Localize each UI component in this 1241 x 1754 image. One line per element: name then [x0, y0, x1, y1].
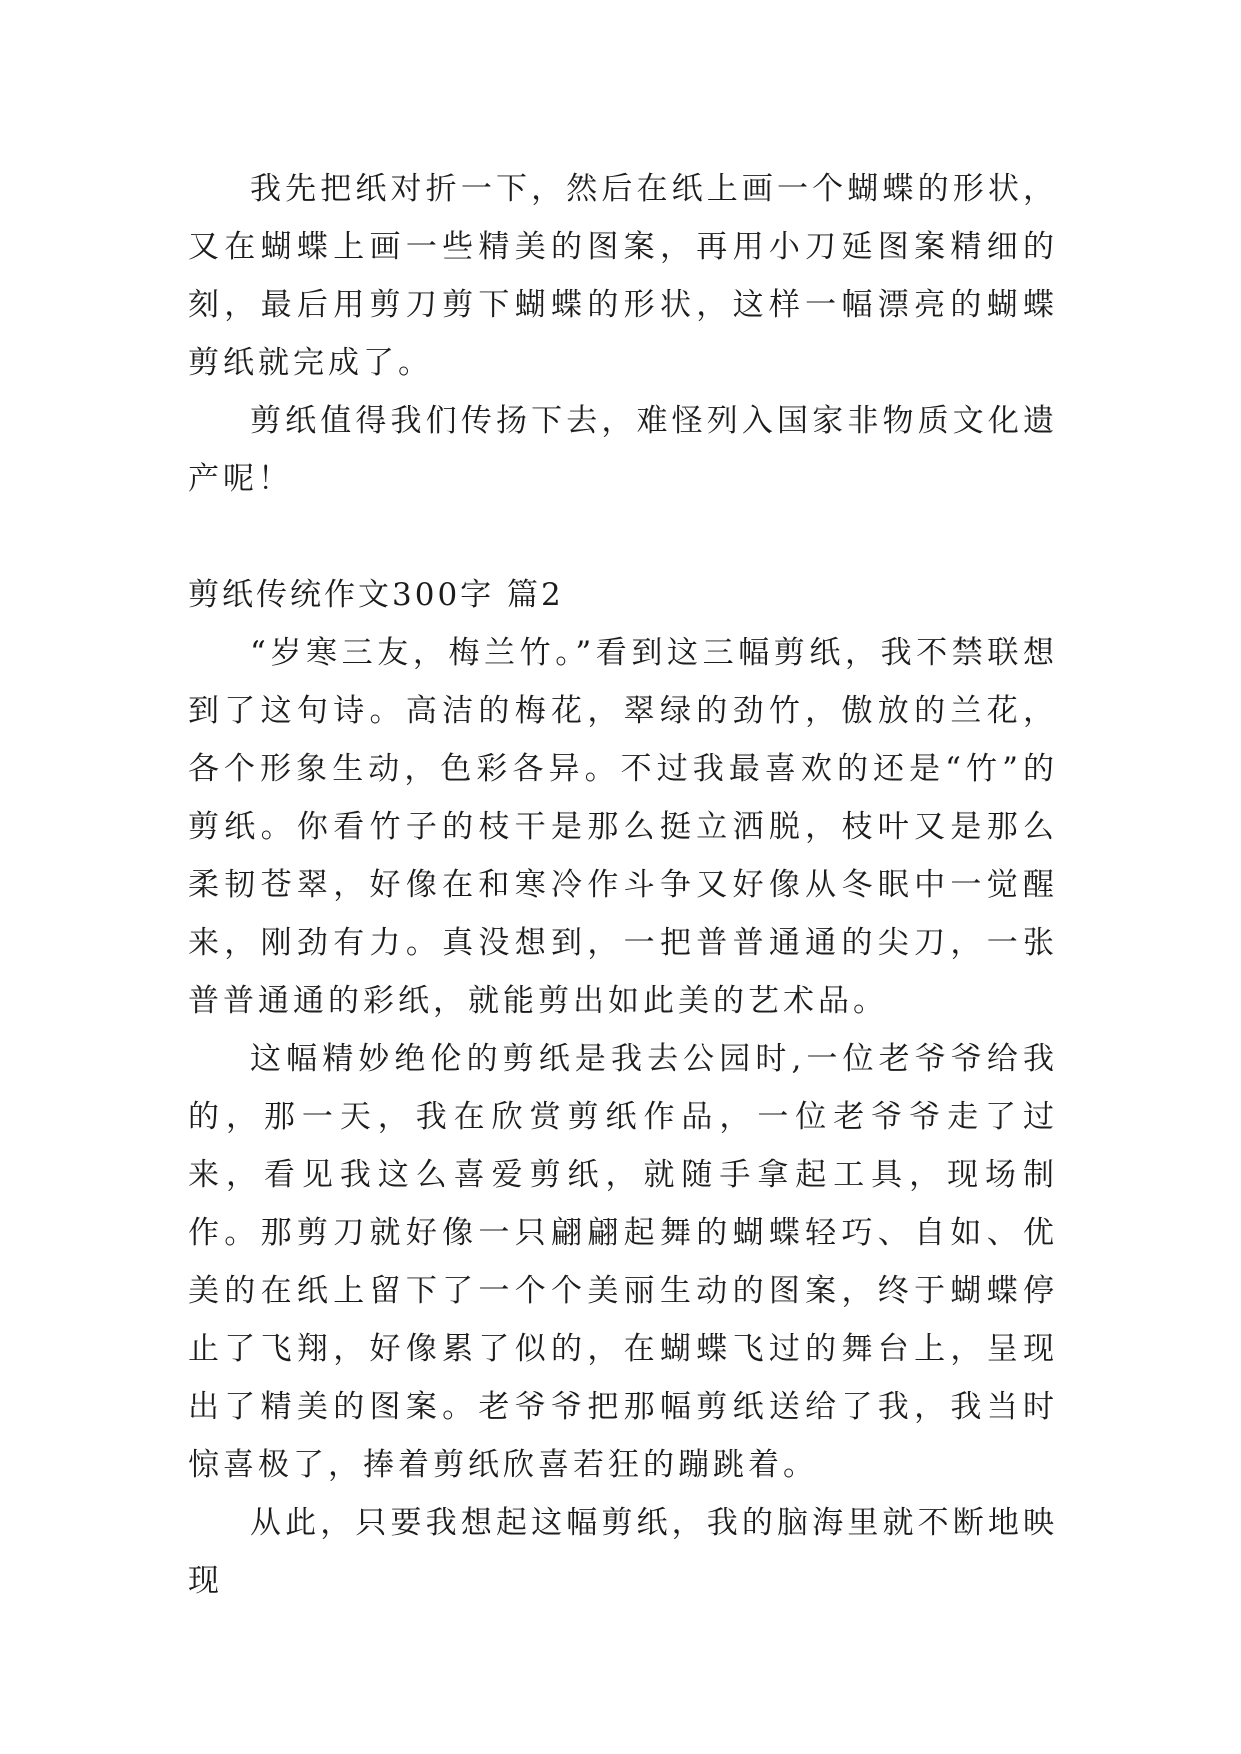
paragraph-butterfly-steps: 我先把纸对折一下，然后在纸上画一个蝴蝶的形状，又在蝴蝶上画一些精美的图案，再用小刀延图案精细的刻，最后用剪刀剪下蝴蝶的形状，这样一幅漂亮的蝴蝶剪纸就完成了。 — [188, 171, 1058, 381]
paragraph-park-grandpa: 这幅精妙绝伦的剪纸是我去公园时,一位老爷爷给我的，那一天，我在欣赏剪纸作品，一位老爷爷走了过来，看见我这么喜爱剪纸，就随手拿起工具，现场制作。那剪刀就好像一只翩翩起舞的蝴蝶轻巧、自如、优美的在纸上留下了一个个美丽生动的图案，终于蝴蝶停止了飞翔，好像累了似的，在蝴蝶飞过的舞台上，呈现出了精美的图案。老爷爷把那幅剪纸送给了我，我当时惊喜极了，捧着剪纸欣喜若狂的蹦跳着。 — [188, 1041, 1058, 1483]
paragraph-memory: 从此，只要我想起这幅剪纸，我的脑海里就不断地映现 — [188, 1505, 1058, 1599]
section-title: 剪纸传统作文300字 篇2 — [188, 577, 564, 613]
paragraph-three-friends: “岁寒三友，梅兰竹。”看到这三幅剪纸，我不禁联想到了这句诗。高洁的梅花，翠绿的劲竹，傲放的兰花，各个形象生动，色彩各异。不过我最喜欢的还是“竹”的剪纸。你看竹子的枝干是那么挺立洒脱，枝叶又是那么柔韧苍翠，好像在和寒冷作斗争又好像从冬眠中一觉醒来，刚劲有力。真没想到，一把普普通通的尖刀，一张普普通通的彩纸，就能剪出如此美的艺术品。 — [188, 635, 1058, 1019]
paragraph-heritage: 剪纸值得我们传扬下去，难怪列入国家非物质文化遗产呢！ — [188, 403, 1058, 497]
document-body — [188, 160, 1058, 1610]
